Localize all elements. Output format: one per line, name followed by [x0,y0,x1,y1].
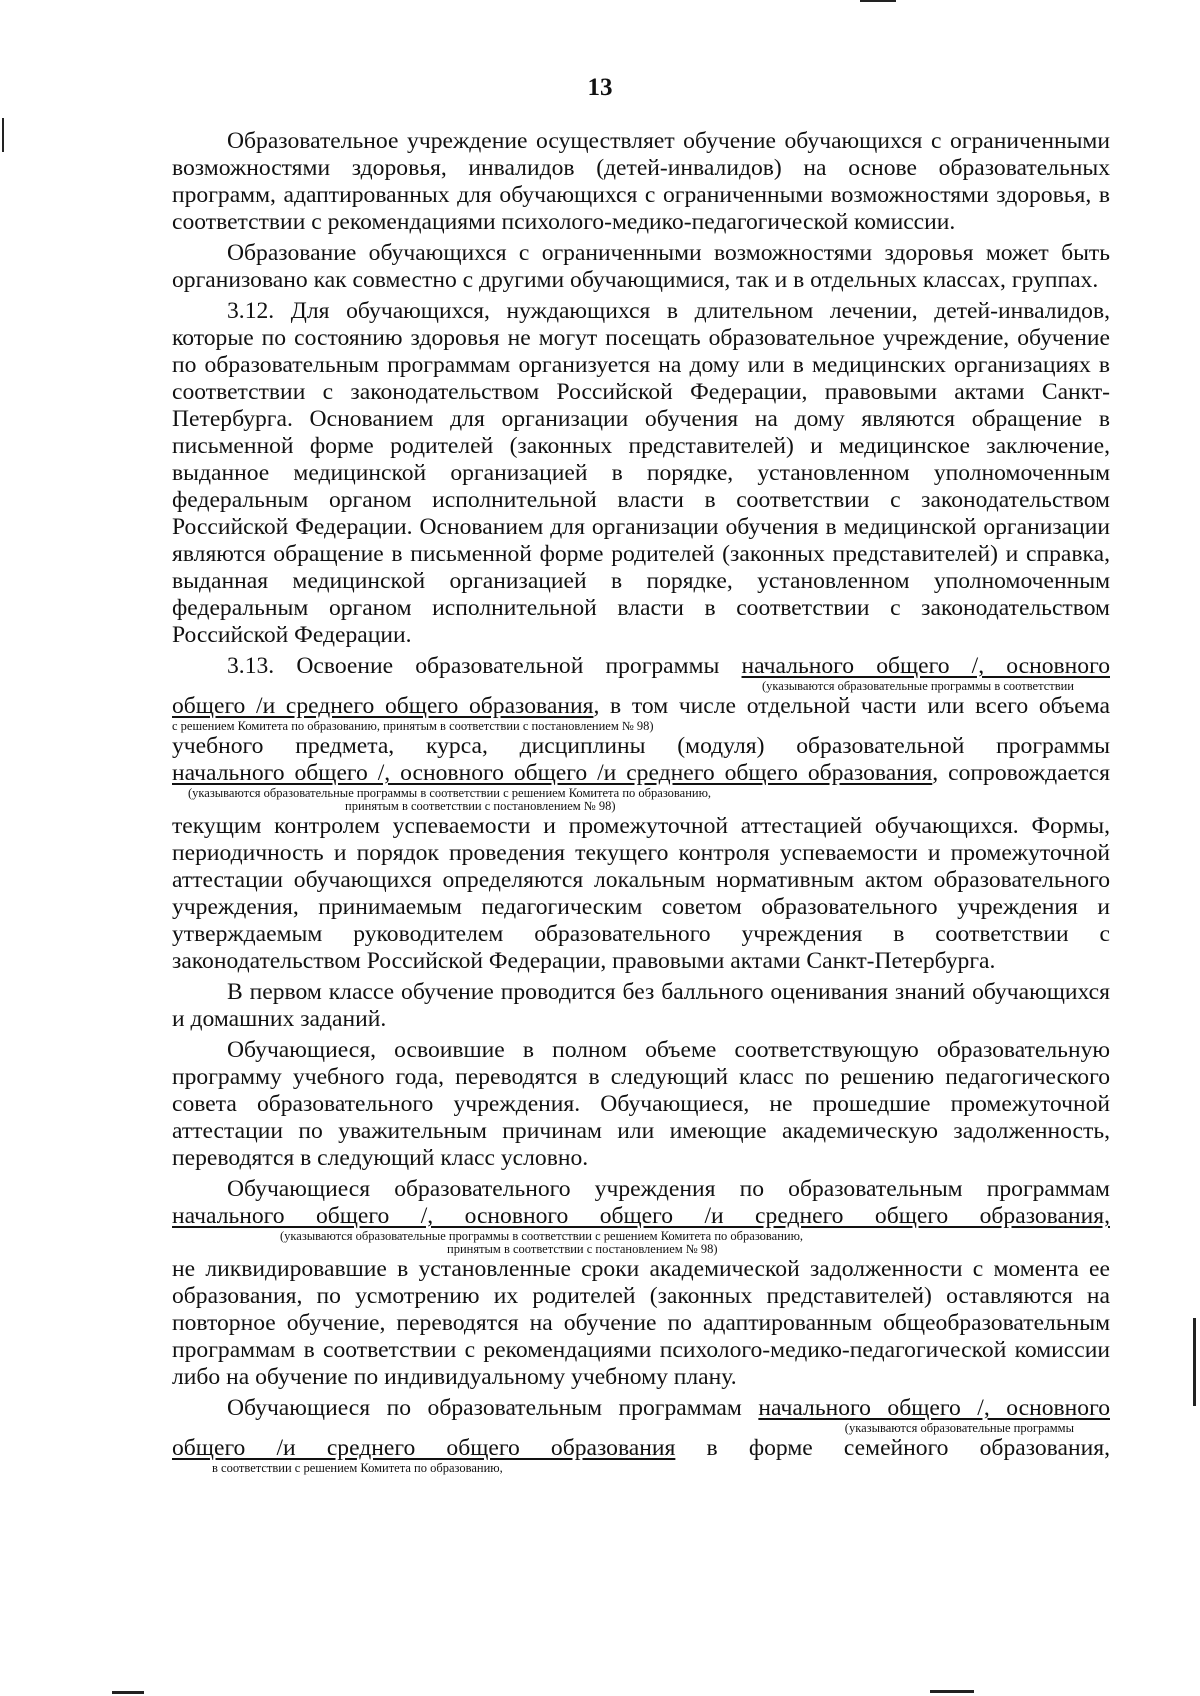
paragraph-line [172,1435,1110,1462]
scan-edge-mark [112,1691,144,1694]
paragraph-3-13-line [172,693,1110,720]
fill-in-field: начального общего /, основного общего /и среднего общего образования [172,760,933,786]
field-caption: принятым в соответствии с постановлением № 98) [345,799,616,813]
paragraph: В первом классе обучение проводится без балльного оценивания знаний обучающихся и домашних заданий. [172,979,1110,1032]
scan-edge-mark [2,118,4,152]
paragraph: Обучающиеся, освоившие в полном объеме соответствующую образовательную программу учебного года, переводятся в следующий класс по решению педагогического совета образовательного учреждения. Обучающиеся, не прошедшие промежуточной аттестации по уважительным причинам или имеющие академическую задолженность, переводятся в следующий класс условно. [172,1037,1110,1171]
fill-in-field: начального общего /, основного общего /и среднего общего образования, [172,1203,1110,1229]
paragraph-line [172,1203,1110,1230]
text: Обучающиеся по образовательным программам [227,1395,759,1421]
paragraph-line [172,1395,1110,1422]
scan-edge-mark [930,1690,974,1693]
field-caption: (указываются образовательные программы в соответствии с решением Комитета по образованию, [280,1229,804,1243]
field-caption: принятым в соответствии с постановлением № 98) [447,1242,718,1256]
field-caption: (указываются образовательные программы [844,1421,1074,1435]
paragraph-3-13-rest: текущим контролем успеваемости и промежуточной аттестацией обучающихся. Формы, периодичность и порядок проведения текущего контроля успеваемости и промежуточной аттестации обучающихся определяются локальным нормативным актом образовательного учреждения, принимаемым педагогическим советом образовательного учреждения и утверждаемым руководителем образовательного учреждения в соответствии с законодательством Российской Федерации, правовыми актами Санкт-Петербурга. [172,813,1110,974]
fill-in-field: общего /и среднего общего образования [172,1435,676,1461]
fill-in-field: начального общего /, основного [741,653,1110,679]
field-caption: с решением Комитета по образованию, принятым в соответствии с постановлением № 98) [172,719,654,733]
field-caption: (указываются образовательные программы в соответствии [762,679,1074,693]
text: , в том числе отдельной части или всего объема [593,693,1111,719]
paragraph: Образовательное учреждение осуществляет обучение обучающихся с ограниченными возможностями здоровья, инвалидов (детей-инвалидов) на основе образовательных программ, адаптированных для обучающихся с ограниченными возможностями здоровья, в соответствии с рекомендациями психолого-медико-педагогической комиссии. [172,128,1110,235]
paragraph-3-12: 3.12. Для обучающихся, нуждающихся в длительном лечении, детей-инвалидов, которые по состоянию здоровья не могут посещать образовательное учреждение, обучение по образовательным программам организуется на дому или в медицинских организациях в соответствии с законодательством Российской Федерации, правовыми актами Санкт-Петербурга. Основанием для организации обучения на дому являются обращение в письменной форме родителей (законных представителей) и медицинское заключение, выданное медицинской организацией в порядке, установленном уполномоченным федеральным органом исполнительной власти в соответствии с законодательством Российской Федерации. Основанием для организации обучения в медицинской организации являются обращение в письменной форме родителей (законных представителей) и справка, выданная медицинской организацией в порядке, установленном уполномоченным федеральным органом исполнительной власти в соответствии с законодательством Российской Федерации. [172,298,1110,648]
paragraph-3-13-line [172,760,1110,787]
paragraph-3-13-line: учебного предмета, курса, дисциплины (модуля) образовательной программы [172,733,1110,759]
paragraph-line: Обучающиеся образовательного учреждения по образовательным программам [227,1176,1110,1202]
fill-in-field: начального общего /, основного [758,1395,1110,1421]
text: 3.13. Освоение образовательной программы [227,653,742,679]
page-number: 13 [587,74,613,101]
paragraph-rest: не ликвидировавшие в установленные сроки академической задолженности с момента ее образования, по усмотрению их родителей (законных представителей) оставляются на повторное обучение, переводятся на обучение по адаптированным общеобразовательным программам в соответствии с рекомендациями психолого-медико-педагогической комиссии либо на обучение по индивидуальному учебному плану. [172,1256,1110,1390]
scan-edge-mark [860,0,896,2]
field-caption: (указываются образовательные программы в соответствии с решением Комитета по образованию, [188,786,712,800]
document-body [172,128,1110,1475]
paragraph-3-13-line [172,653,1110,680]
scan-edge-mark [1193,1318,1196,1406]
fill-in-field: общего /и среднего общего образования [172,693,594,719]
paragraph: Образование обучающихся с ограниченными возможностями здоровья может быть организовано как совместно с другими обучающимися, так и в отдельных классах, группах. [172,240,1110,293]
field-caption: в соответствии с решением Комитета по образованию, [212,1461,503,1475]
text: , сопровождается [932,760,1110,786]
text: в форме семейного образования, [675,1435,1110,1461]
